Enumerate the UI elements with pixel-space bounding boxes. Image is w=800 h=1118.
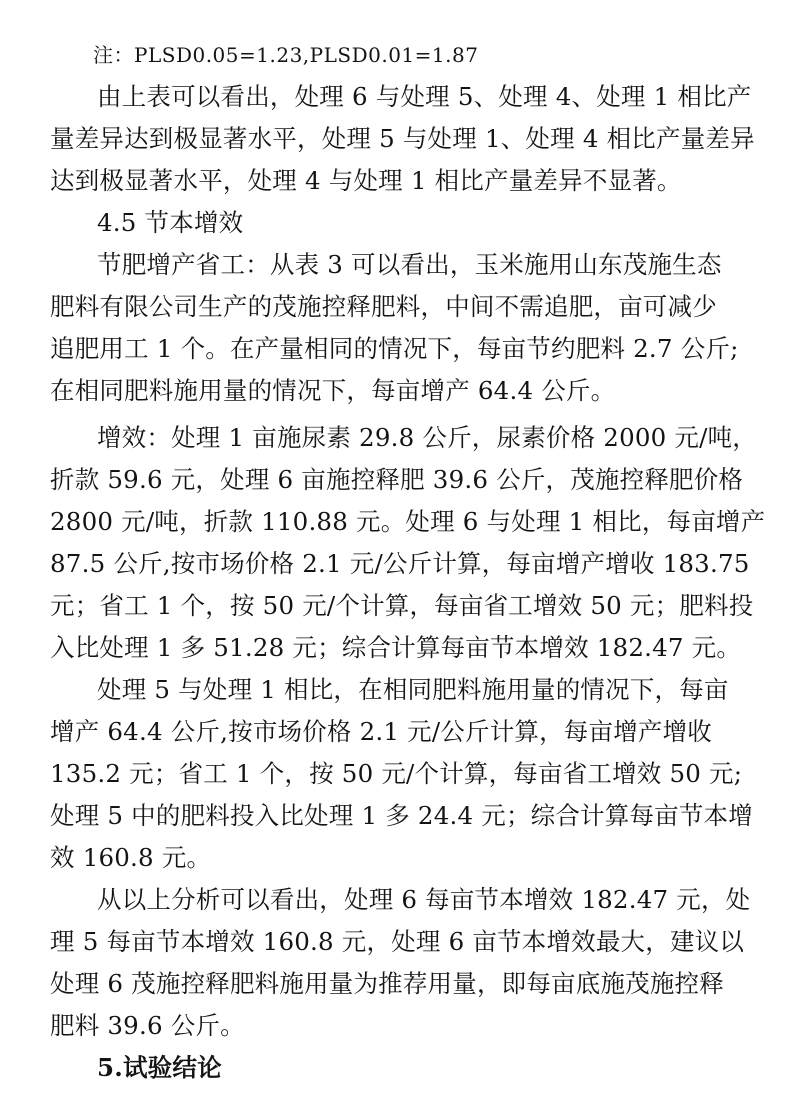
paragraph-5-line-5: 效 160.8 元。 [50,843,212,872]
paragraph-4-line-2: 折款 59.6 元，处理 6 亩施控释肥 39.6 公斤，茂施控释肥价格 [50,465,744,494]
paragraph-4-line-3: 2800 元/吨，折款 110.88 元。处理 6 与处理 1 相比，每亩增产 [50,507,766,536]
paragraph-4-line-6: 入比处理 1 多 51.28 元；综合计算每亩节本增效 182.47 元。 [50,633,742,662]
paragraph-5-line-2: 增产 64.4 公斤,按市场价格 2.1 元/公斤计算，每亩增产增收 [50,717,713,746]
paragraph-3-line-3: 追肥用工 1 个。在产量相同的情况下，每亩节约肥料 2.7 公斤; [50,334,739,363]
paragraph-5-line-4: 处理 5 中的肥料投入比处理 1 多 24.4 元；综合计算每亩节本增 [50,801,753,830]
paragraph-6-line-2: 理 5 每亩节本增效 160.8 元，处理 6 亩节本增效最大，建议以 [50,927,745,956]
paragraph-1-line-2: 量差异达到极显著水平，处理 5 与处理 1、处理 4 相比产量差异 [50,124,755,153]
section-heading-5: 5.试验结论 [97,1053,222,1082]
paragraph-4-line-1: 增效：处理 1 亩施尿素 29.8 公斤，尿素价格 2000 元/吨， [97,423,757,452]
table-note: 注：PLSD0.05=1.23,PLSD0.01=1.87 [93,43,479,67]
paragraph-1-line-1: 由上表可以看出，处理 6 与处理 5、处理 4、处理 1 相比产 [97,82,752,111]
paragraph-3-line-1: 节肥增产省工：从表 3 可以看出，玉米施用山东茂施生态 [97,250,722,279]
section-heading-4-5: 4.5 节本增效 [97,208,244,237]
paragraph-5-line-3: 135.2 元；省工 1 个，按 50 元/个计算，每亩省工增效 50 元; [50,759,743,788]
paragraph-5-line-1: 处理 5 与处理 1 相比，在相同肥料施用量的情况下，每亩 [97,675,729,704]
paragraph-6-line-3: 处理 6 茂施控释肥料施用量为推荐用量，即每亩底施茂施控释 [50,969,724,998]
paragraph-6-line-4: 肥料 39.6 公斤。 [50,1011,245,1040]
paragraph-4-line-5: 元；省工 1 个，按 50 元/个计算，每亩省工增效 50 元；肥料投 [50,591,754,620]
paragraph-4-line-4: 87.5 公斤,按市场价格 2.1 元/公斤计算，每亩增产增收 183.75 [50,549,750,578]
paragraph-6-line-1: 从以上分析可以看出，处理 6 每亩节本增效 182.47 元，处 [97,885,751,914]
paragraph-3-line-2: 肥料有限公司生产的茂施控释肥料，中间不需追肥，亩可减少 [50,292,717,321]
paragraph-3-line-4: 在相同肥料施用量的情况下，每亩增产 64.4 公斤。 [50,376,616,405]
paragraph-1-line-3: 达到极显著水平，处理 4 与处理 1 相比产量差异不显著。 [50,166,682,195]
